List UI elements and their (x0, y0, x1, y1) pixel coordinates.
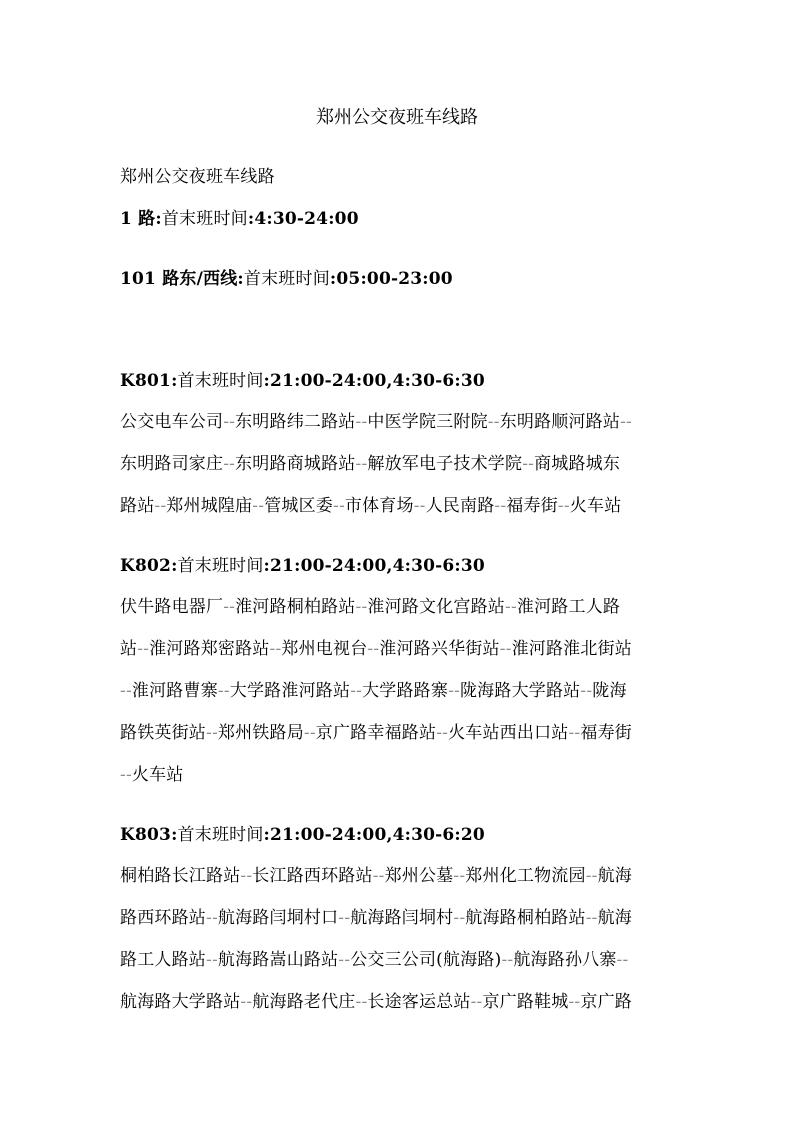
separator: -- (154, 496, 167, 516)
separator: -- (120, 681, 132, 701)
separator: -- (372, 866, 385, 886)
route-k802-header: K802:首末班时间:21:00-24:00,4:30-6:30 (120, 556, 485, 576)
separator: -- (217, 681, 230, 701)
separator: -- (303, 723, 316, 743)
separator: -- (223, 597, 236, 617)
route-k803-header: K803:首末班时间:21:00-24:00,4:30-6:20 (120, 825, 485, 845)
separator: -- (120, 765, 132, 785)
separator: -- (240, 866, 253, 886)
separator: -- (355, 412, 368, 432)
document-subtitle: 郑州公交夜班车线路 (120, 167, 275, 187)
route-k801-header: K801:首末班时间:21:00-24:00,4:30-6:30 (120, 371, 485, 391)
separator: -- (252, 496, 265, 516)
separator: -- (338, 908, 351, 928)
route-k803-stops-line: 路西环路站--航海路闫垌村口--航海路闫垌村--航海路桐柏路站--航海 (120, 908, 632, 928)
separator: -- (501, 950, 514, 970)
separator: -- (448, 681, 460, 701)
separator: -- (350, 681, 363, 701)
separator: -- (269, 639, 282, 659)
route-k801-stops-line: 路站--郑州城隍庙--管城区委--市体育场--人民南路--福寿街--火车站 (120, 496, 622, 516)
route-k803-stops-line: 航海路大学路站--航海路老代庄--长途客运总站--京广路鞋城--京广路 (120, 992, 632, 1012)
separator: -- (223, 454, 236, 474)
separator: -- (206, 908, 218, 928)
separator: -- (557, 496, 570, 516)
route-k803-stops-line: 桐柏路长江路站--长江路西环路站--郑州公墓--郑州化工物流园--航海 (120, 866, 632, 886)
route-k802-stops-line: 路铁英街站--郑州铁路局--京广路幸福路站--火车站西出口站--福寿街 (120, 723, 632, 743)
separator: -- (522, 454, 535, 474)
separator: -- (355, 992, 368, 1012)
separator: -- (333, 496, 345, 516)
route-k803-stops-line: 路工人路站--航海路嵩山路站--公交三公司(航海路)--航海路孙八寨-- (120, 950, 629, 970)
route-1-header: 1 路:首末班时间:4:30-24:00 (120, 209, 359, 229)
separator: -- (453, 908, 466, 928)
separator: -- (223, 412, 236, 432)
separator: -- (494, 496, 507, 516)
separator: -- (206, 950, 218, 970)
separator: -- (470, 992, 483, 1012)
separator: -- (580, 681, 593, 701)
separator: -- (585, 866, 598, 886)
separator: -- (568, 992, 581, 1012)
separator: -- (206, 723, 218, 743)
separator: -- (487, 412, 500, 432)
route-k802-stops-line: --淮河路曹寨--大学路淮河路站--大学路路寨--陇海路大学路站--陇海 (120, 681, 627, 701)
separator: -- (367, 639, 380, 659)
separator: -- (499, 639, 512, 659)
route-k801-stops-line: 东明路司家庄--东明路商城路站--解放军电子技术学院--商城路城东 (120, 454, 621, 474)
separator: -- (436, 723, 449, 743)
separator: -- (137, 639, 150, 659)
separator: -- (355, 454, 368, 474)
separator: -- (240, 992, 253, 1012)
route-k802-stops-line: --火车站 (120, 765, 184, 785)
route-k802-stops-line: 伏牛路电器厂--淮河路桐柏路站--淮河路文化宫路站--淮河路工人路 (120, 597, 621, 617)
route-k801-stops-line: 公交电车公司--东明路纬二路站--中医学院三附院--东明路顺河路站-- (120, 412, 632, 432)
separator: -- (620, 412, 632, 432)
separator: -- (355, 597, 368, 617)
route-101-header: 101 路东/西线:首末班时间:05:00-23:00 (120, 269, 453, 289)
separator: -- (413, 496, 426, 516)
separator: -- (505, 597, 517, 617)
separator: -- (338, 950, 351, 970)
separator: -- (616, 950, 629, 970)
document-title: 郑州公交夜班车线路 (316, 107, 478, 128)
route-k802-stops-line: 站--淮河路郑密路站--郑州电视台--淮河路兴华街站--淮河路淮北街站 (120, 639, 632, 659)
separator: -- (453, 866, 466, 886)
separator: -- (568, 723, 581, 743)
separator: -- (585, 908, 598, 928)
